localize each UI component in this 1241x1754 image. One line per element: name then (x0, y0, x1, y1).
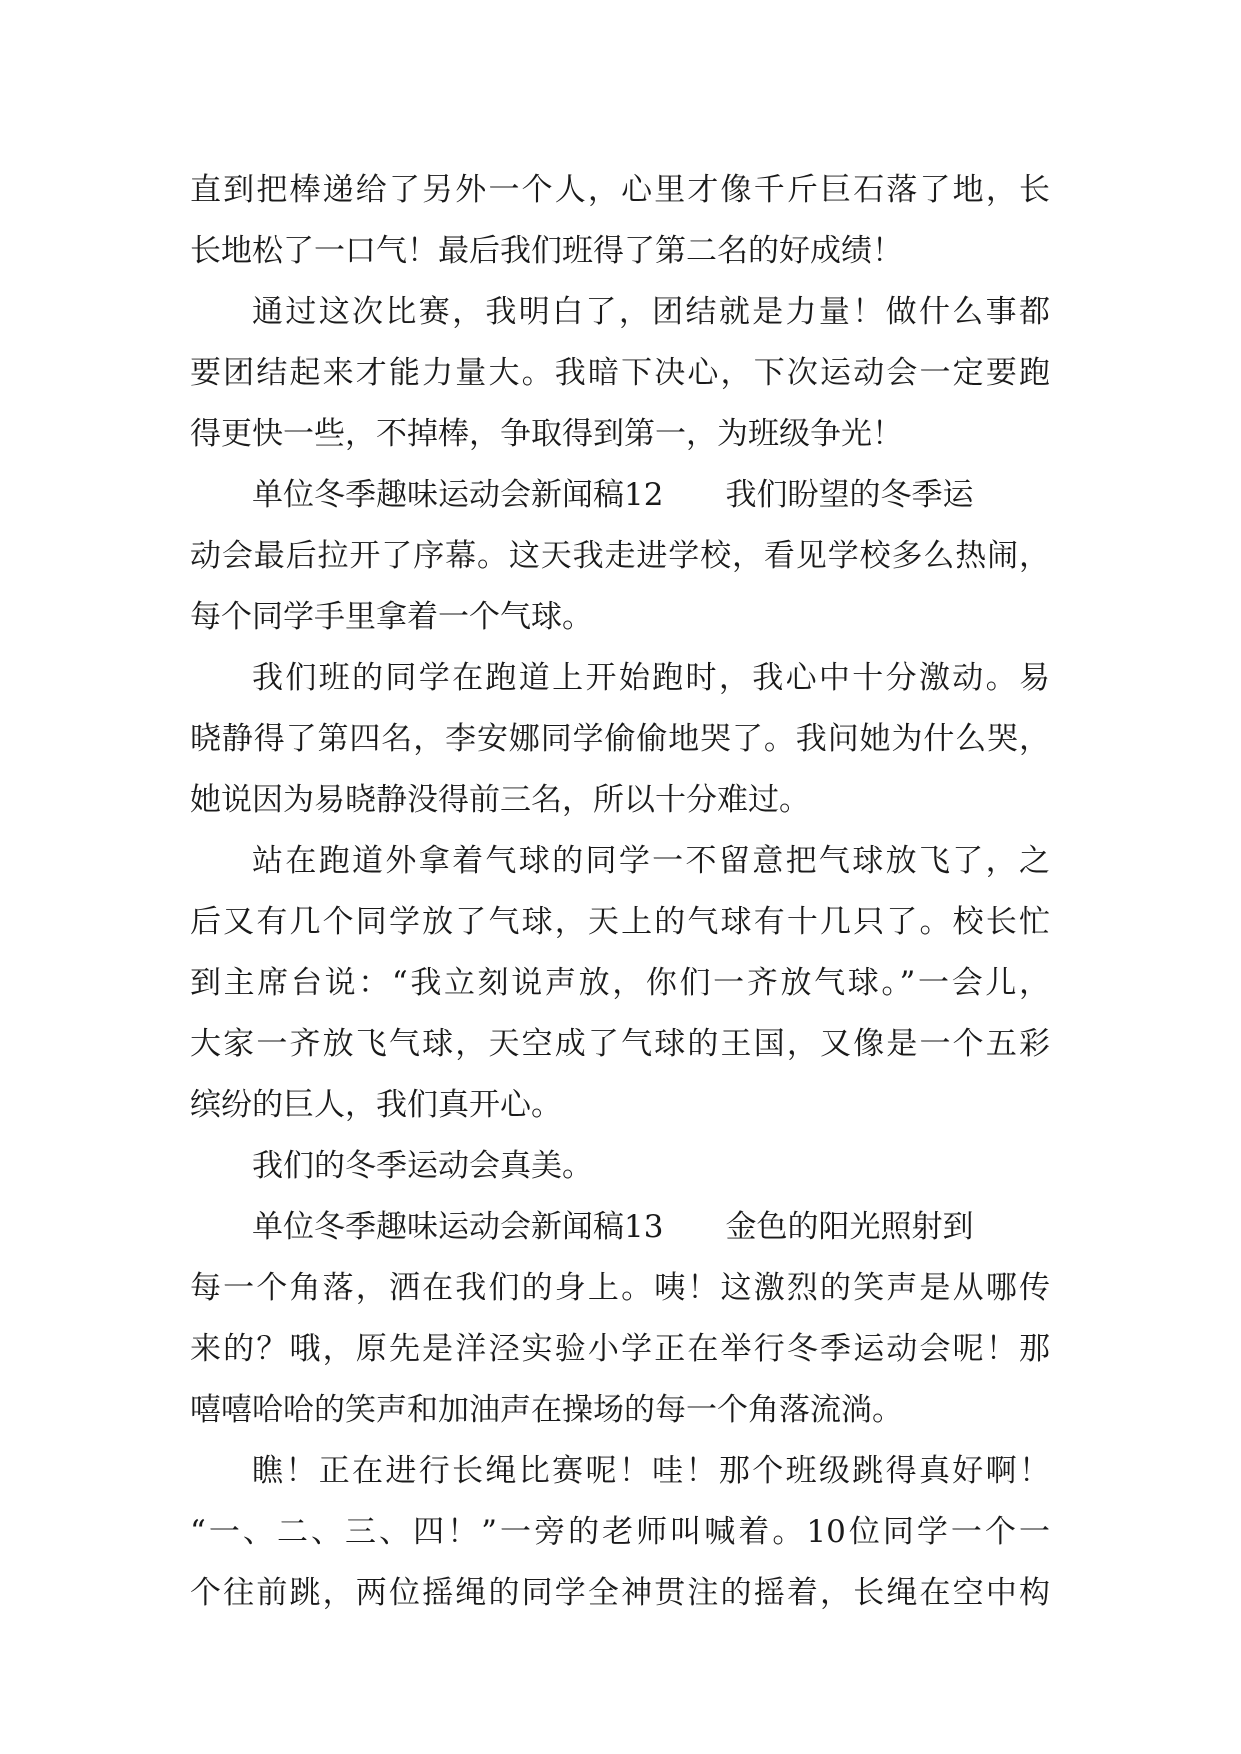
paragraph-text: 金色的阳光照射到 (725, 1209, 974, 1245)
text-line: 直到把棒递给了另外一个人，心里才像千斤巨石落了地，长 (190, 172, 1050, 208)
text-line: 要团结起来才能力量大。我暗下决心，下次运动会一定要跑 (190, 355, 1050, 391)
text-line (190, 465, 1050, 526)
text-line: 个往前跳，两位摇绳的同学全神贯注的摇着，长绳在空中构 (190, 1575, 1050, 1611)
text-line: 嘻嘻哈哈的笑声和加油声在操场的每一个角落流淌。 (190, 1392, 903, 1428)
text-line: 我们的冬季运动会真美。 (252, 1148, 593, 1184)
text-line: 到主席台说：“我立刻说声放，你们一齐放气球。”一会儿， (190, 965, 1050, 1001)
section-heading: 单位冬季趣味运动会新闻稿13 (252, 1209, 664, 1245)
text-line: 瞧！正在进行长绳比赛呢！哇！那个班级跳得真好啊！ (252, 1453, 1050, 1489)
text-line: 来的？哦，原先是洋泾实验小学正在举行冬季运动会呢！那 (190, 1331, 1050, 1367)
text-line: “一、二、三、四！”一旁的老师叫喊着。10位同学一个一 (190, 1514, 1050, 1550)
text-line: 她说因为易晓静没得前三名，所以十分难过。 (190, 782, 810, 818)
text-line: 动会最后拉开了序幕。这天我走进学校，看见学校多么热闹， (190, 538, 1050, 574)
text-line: 大家一齐放飞气球，天空成了气球的王国，又像是一个五彩 (190, 1026, 1050, 1062)
heading-gap (663, 1197, 725, 1258)
text-line: 每个同学手里拿着一个气球。 (190, 599, 593, 635)
section-heading: 单位冬季趣味运动会新闻稿12 (252, 477, 664, 513)
text-line: 每一个角落，洒在我们的身上。咦！这激烈的笑声是从哪传 (190, 1270, 1050, 1306)
text-line: 得更快一些，不掉棒，争取得到第一，为班级争光！ (190, 416, 903, 452)
paragraph-text: 我们盼望的冬季运 (725, 477, 974, 513)
text-line: 晓静得了第四名，李安娜同学偷偷地哭了。我问她为什么哭， (190, 721, 1050, 757)
heading-gap (663, 465, 725, 526)
article-body (190, 160, 1050, 1624)
text-line: 长地松了一口气！最后我们班得了第二名的好成绩！ (190, 233, 903, 269)
text-line: 我们班的同学在跑道上开始跑时，我心中十分激动。易 (252, 660, 1050, 696)
text-line: 通过这次比赛，我明白了，团结就是力量！做什么事都 (252, 294, 1050, 330)
text-line: 后又有几个同学放了气球，天上的气球有十几只了。校长忙 (190, 904, 1050, 940)
text-line (190, 1197, 1050, 1258)
text-line: 缤纷的巨人，我们真开心。 (190, 1087, 562, 1123)
text-line: 站在跑道外拿着气球的同学一不留意把气球放飞了，之 (252, 843, 1050, 879)
